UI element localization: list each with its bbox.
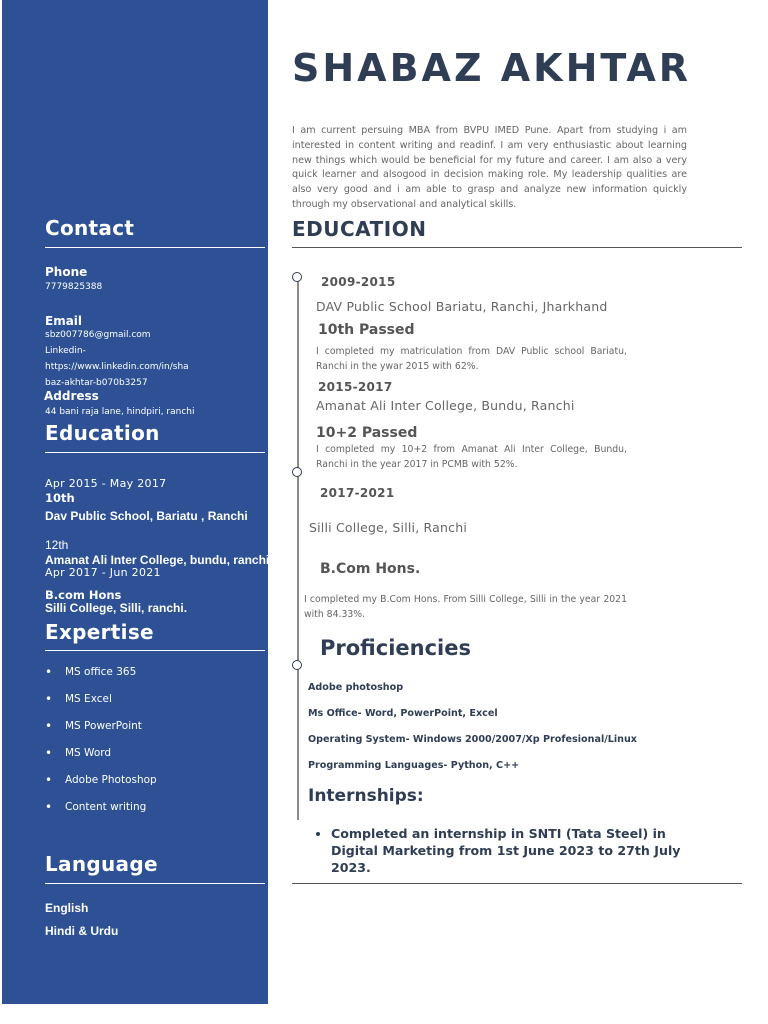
candidate-name: SHABAZ AKHTAR: [292, 46, 692, 90]
proficiency-item: Adobe photoshop: [308, 682, 404, 693]
timeline-years-1: 2009-2015: [321, 275, 396, 289]
timeline-school-1: DAV Public School Bariatu, Ranchi, Jharkhand: [316, 299, 608, 314]
timeline-heading-1: 10th Passed: [318, 322, 415, 338]
internship-item: • Completed an internship in SNTI (Tata Steel) in Digital Marketing from 1st June 2023 to 27th July 2023.: [331, 825, 701, 876]
timeline-node: [292, 467, 302, 477]
linkedin-url-line1[interactable]: https://www.linkedin.com/in/sha: [45, 362, 189, 372]
language-divider: [45, 883, 265, 884]
expertise-item: • MS Word: [45, 747, 157, 774]
main-education-title: EDUCATION: [292, 217, 427, 241]
edu-school-2: Amanat Ali Inter College, bundu, ranchi: [45, 553, 270, 567]
edu-level-3: B.com Hons: [45, 588, 122, 602]
address-value: 44 bani raja lane, hindpiri, ranchi: [45, 407, 195, 417]
language-item: Hindi & Urdu: [45, 924, 119, 938]
timeline-desc-3: I completed my B.Com Hons. From Silli College, Silli in the year 2021 with 84.33%.: [304, 594, 627, 620]
timeline-heading-3: B.Com Hons.: [320, 561, 421, 577]
edu-school-3: Silli College, Silli, ranchi.: [45, 601, 188, 615]
expertise-list: [45, 666, 157, 828]
language-item: English: [45, 901, 89, 915]
expertise-item: • MS Excel: [45, 693, 157, 720]
timeline-years-3: 2017-2021: [320, 486, 395, 500]
proficiency-item: Ms Office- Word, PowerPoint, Excel: [308, 708, 498, 719]
expertise-divider: [45, 650, 265, 651]
contact-title: Contact: [45, 216, 135, 240]
internships-list: [314, 825, 701, 876]
proficiency-item: Programming Languages- Python, C++: [308, 760, 520, 771]
expertise-item: • Content writing: [45, 801, 157, 828]
language-title: Language: [45, 852, 158, 876]
linkedin-label: Linkedin-: [45, 346, 86, 356]
main-education-divider: [292, 247, 742, 248]
expertise-title: Expertise: [45, 620, 154, 644]
education-divider: [45, 452, 265, 453]
timeline-node: [292, 660, 302, 670]
phone-value[interactable]: 7779825388: [45, 282, 103, 292]
timeline-desc-2: I completed my 10+2 from Amanat Ali Inter College, Bundu, Ranchi in the year 2017 in PCMB with 52%.: [316, 444, 627, 470]
address-label: Address: [44, 389, 99, 403]
proficiency-item: Operating System- Windows 2000/2007/Xp Profesional/Linux: [308, 734, 637, 745]
edu-school-1: Dav Public School, Bariatu , Ranchi: [45, 509, 248, 523]
email-value[interactable]: sbz007786@gmail.com: [45, 330, 151, 340]
bottom-divider: [292, 883, 742, 884]
edu-level-1: 10th: [45, 491, 75, 505]
expertise-item: • Adobe Photoshop: [45, 774, 157, 801]
linkedin-url-line2[interactable]: baz-akhtar-b070b3257: [45, 378, 148, 388]
internships-title: Internships:: [308, 786, 424, 806]
expertise-item: • MS PowerPoint: [45, 720, 157, 747]
contact-divider: [45, 247, 265, 248]
edu-level-2: 12th: [45, 538, 69, 552]
edu-date-1: Apr 2015 - May 2017: [45, 477, 167, 490]
email-label: Email: [45, 314, 83, 328]
timeline-node: [292, 272, 302, 282]
sidebar-education-title: Education: [45, 421, 160, 445]
timeline-years-2: 2015-2017: [318, 380, 393, 394]
edu-date-2: Apr 2017 - Jun 2021: [45, 566, 161, 579]
timeline-heading-2: 10+2 Passed: [316, 425, 418, 441]
timeline-line: [297, 280, 299, 820]
about-paragraph: I am current persuing MBA from BVPU IMED Pune. Apart from studying i am interested in content writing and readinf. I am very enthusiastic about learning new things which would be beneficial for my future and career. I am also a very quick learner and alsogood in decision making role. My leadership qualities are also very good and i am able to grasp and analyze new information quickly through my observational and analytical skills.: [292, 125, 687, 210]
proficiencies-title: Proficiencies: [320, 636, 471, 660]
phone-label: Phone: [45, 265, 88, 279]
timeline-desc-1: I completed my matriculation from DAV Public school Bariatu, Ranchi in the ywar 2015 with 62%.: [316, 346, 627, 372]
expertise-item: • MS office 365: [45, 666, 157, 693]
timeline-school-2: Amanat Ali Inter College, Bundu, Ranchi: [316, 398, 575, 413]
timeline-school-3: Silli College, Silli, Ranchi: [309, 520, 468, 535]
